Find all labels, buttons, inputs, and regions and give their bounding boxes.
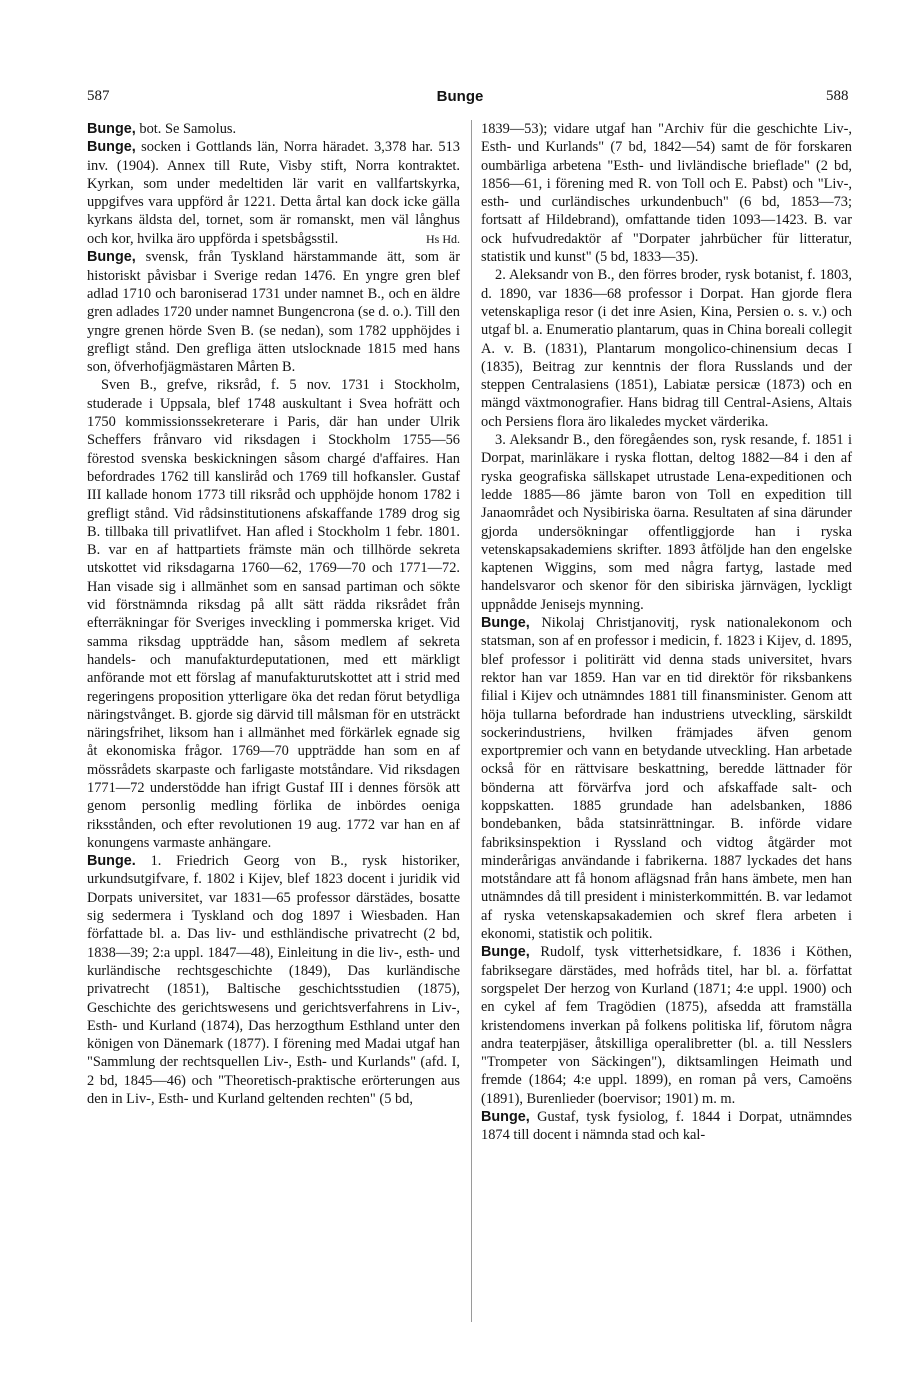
entry-headword: Bunge, xyxy=(87,139,136,156)
entry-paragraph-aleksandr: 2. Aleksandr von B., den förres broder, rysk botanist, f. 1803, d. 1890, var 1836—68 professor i Dorpat. Han gjorde flera vetenskapliga resor (i det inre Asien, Kina, Persien o. s. v.) och utgaf bl. a. Enumeratio plantarum, quas in China boreali collegit A. v. B. (1831), Plantarum mongolico-chinensium decas I (1835), Beitrag zur kenntnis der flora Russlands und der steppen Centralasiens (1851), Labiatæ persicæ (1873) och en mängd växtmonografier. Hans bidrag till Central-Asiens, Altais och Persiens flora äro likaledes mycket värderika. xyxy=(481,267,852,430)
running-head: Bunge xyxy=(436,88,484,105)
entry-paragraph-aleksandr-son: 3. Aleksandr B., den föregåendes son, rysk resande, f. 1851 i Dorpat, marinläkare i ryska flottan, deltog 1882—84 i den af ryska geografiska sällskapet utrustade Lena-expeditionen och ledde 1885—86 jämte baron von Toll en expedition till Janaområdet och Nysibiriska öarna. Resultaten af sina därunder gjorda undersökningar offentliggjorde han i ryska vetenskapsakademiens skrifter. 1893 åtföljde han den engelske kaptenen Wiggins, som med några fartyg, lastade med handelsvaror och skenor för den sibiriska järnvägen, lyckligt uppnådde Jenisejs mynning. xyxy=(481,432,852,613)
entry-bunge-rudolf xyxy=(481,943,852,1108)
entry-text: Nikolaj Christjanovitj, rysk nationalekonom och statsman, son af en professor i medicin, f. 1823 i Kijev, d. 1895, blef professor i politirätt vid denna stads universitet, hvars rektor han var 1859. Han var en tid direktör för riksbankens filial i Kijev och utnämndes 1881 till finansminister. Genom att höja tullarna befordrade han industriens utveckling, särskildt sockerindustriens, hvilken främjades äfven genom exportpremier och vann en betydande utveckling. Han arbetade också för en rättvisare beskattning, beredde lättnader för bönderna att förvärfva jord och afskaffade salt- och koppskatten. 1885 grundade han adelsbanken, 1886 bondebanken, båda statsinrättningar. B. införde vidare fabriksinspektion i Ryssland och vidtog åtgärder mot minderårigas användande i fabrikerna. 1887 lyckades det hans motståndare att få honom aflägsnad från hans ämbete, men han utnämndes då till president i ministerkommittén. B. var ledamot af ryska vetenskapsakademien och skref flera arbeten i ekonomi, statistik och politik. xyxy=(481,615,852,943)
page-header xyxy=(0,88,920,108)
entry-text: socken i Gottlands län, Norra häradet. 3,378 har. 513 inv. (1904). Annex till Rute, Visby stift, Norra kontraktet. Kyrkan, som under medeltiden lär varit en vallfartskyrka, uppgifves vara uppförd år 1221. Detta årtal kan dock icke gälla kyrkans äldsta del, tornet, som är romanskt, men väl långhus och kor, hvilka äro uppförda i spetsbågsstil. xyxy=(87,139,460,247)
entry-bunge-gustaf xyxy=(481,1108,852,1145)
entry-headword: Bunge, xyxy=(87,249,136,266)
page-number-right: 588 xyxy=(826,88,849,104)
author-signature: Hs Hd. xyxy=(425,232,460,247)
entry-bunge-nikolaj xyxy=(481,614,852,943)
entry-headword: Bunge, xyxy=(87,121,136,137)
page-number-left: 587 xyxy=(87,88,110,104)
left-column xyxy=(87,120,460,1108)
entry-bunge-friedrich xyxy=(87,852,460,1108)
entry-bunge-att xyxy=(87,248,460,376)
entry-bunge-bot xyxy=(87,120,460,138)
entry-continuation: 1839—53); vidare utgaf han "Archiv für die geschichte Liv-, Esth- und Kurlands" (7 bd, 1842—54) samt de för forskaren oumbärliga arbetena "Esth- und livländische brieflade" (2 bd, 1856—61, i förening med R. von Toll och E. Pabst) och "Liv-, esth- und curländisches urkundenbuch" (6 bd, 1853—73; fortsatt af Hildebrand), omfattande tiden 1093—1423. B. var ock hufvudredaktör af "Dorpater jahrbücher für litteratur, statistik und kunst" (5 bd, 1833—35). xyxy=(481,121,852,266)
entry-headword: Bunge, xyxy=(481,615,530,632)
entry-paragraph-sven: Sven B., grefve, riksråd, f. 5 nov. 1731 i Stockholm, studerade i Uppsala, blef 1748 auskultant i Svea hofrätt och 1750 kommissionssekreterare i Paris, där han under Ulrik Scheffers frånvaro vid riksdagen i Stockholm 1755—56 förestod svenska beskickningen såsom chargé d'affaires. Han befordrades 1762 till kansliråd och 1769 till hofkansler. Gustaf III kallade honom 1773 till riksråd och upphöjde honom 1782 i grefligt stånd. Vid rådsinstitutionens afskaffande 1789 drog sig B. tillbaka till privatlifvet. Han afled i Stockholm 1 febr. 1801. B. var en af hattpartiets främste män och tillhörde sekreta utskottet vid riksdagarna 1760—62, 1769—70 och 1771—72. Han visade sig i allmänhet som en sansad partiman och sökte vid förstnämnda riksdag på allt sätt rädda riksrådet från efterräkningar för Sveriges inveckling i pommerska kriget. Vid samma riksdag uppträdde han, såsom medlem af sekreta handels- och manufakturdeputationen, med ett märkligt anförande mot ett förslag af manufakturutskottet att i strid med regeringens proposition ytterligare öka det redan förut betydliga näringstvånget. B. gjorde sig därvid till målsman för en utsträckt näringsfrihet, liksom han i allmänhet med förkärlek egnade sig åt ekonomiska frågor. 1769—70 uppträdde han som en af mössrådets skarpaste och farligaste motståndare. Vid riksdagen 1771—72 understödde han ifrigt Gustaf III i dennes försök att genom personlig medling förlika de inbördes oeniga riksstånden, och efter revolutionen 19 aug. 1772 var han en af konungens varmaste anhängare. xyxy=(87,377,460,851)
entry-text: svensk, från Tyskland härstammande ätt, som är historiskt påvisbar i Sverige redan 1476. En yngre gren blef adlad 1710 och baroniserad 1731 under namnet B., och en äldre gren adlades 1720 under namnet Bungencrona (se d. o.). Till den yngre grenen hörde Sven B. (se nedan), som 1782 upphöjdes i grefligt stånd. Den grefliga ätten utslocknade 1815 med hans son, öfverhofjägmästaren Mårten B. xyxy=(87,249,460,376)
entry-headword: Bunge. xyxy=(87,853,136,870)
entry-bunge-socken xyxy=(87,138,460,248)
entry-text: 1. Friedrich Georg von B., rysk historiker, urkundsutgifvare, f. 1802 i Kijev, blef 1823 docent i juridik vid Dorpats universitet, var 1831—65 professor därstädes, bosatte sig sedermera i Tyskland och dog 1897 i Wiesbaden. Han författade bl. a. Das liv- und esthländische privatrecht (2 bd, 1838—39; 2:a uppl. 1847—48), Einleitung in die liv-, esth- und kurländische rechtsgeschichte (1849), Das kurländische privatrecht (1851), Baltische geschichtsstudien (1875), Geschichte des gerichtswesens und gerichtsverfahrens in Liv-, Esth- und Kurland (1874), Das herzogthum Esthland unter den königen von Dänemark (1877). I förening med Madai utgaf han "Sammlung der rechtsquellen Liv-, Esth- und Kurlands" (afd. I, 2 bd, 1845—46) och "Theoretisch-praktische erörterungen aus den in Liv-, Esth- und Kurland geltenden rechten" (5 bd, xyxy=(87,853,460,1108)
column-divider xyxy=(471,120,472,1322)
entry-text: bot. Se Samolus. xyxy=(139,121,237,137)
right-column xyxy=(481,120,852,1145)
entry-text: Gustaf, tysk fysiolog, f. 1844 i Dorpat, utnämndes 1874 till docent i nämnda stad och kal- xyxy=(481,1109,852,1144)
entry-headword: Bunge, xyxy=(481,944,530,961)
entry-headword: Bunge, xyxy=(481,1109,530,1126)
entry-text: Rudolf, tysk vitterhetsidkare, f. 1836 i Köthen, fabriksegare därstädes, med hofråds titel, har bl. a. författat sorgspelet Der herzog von Kurland (1871; 4:e uppl. 1900) och en cykel af fem Tragödien (1875), afsedda att framställa kristendomens inverkan på folkens politiska lif, förutom några andra teaterpjäser, åtskilliga operalibretter (bl. a. till Nesslers "Trompeter von Säckingen"), diktsamlingen Heimath und fremde (1864; 4:e uppl. 1899), en roman på vers, Camoëns (1891), Burenlieder (boervisor; 1901) m. m. xyxy=(481,944,852,1107)
